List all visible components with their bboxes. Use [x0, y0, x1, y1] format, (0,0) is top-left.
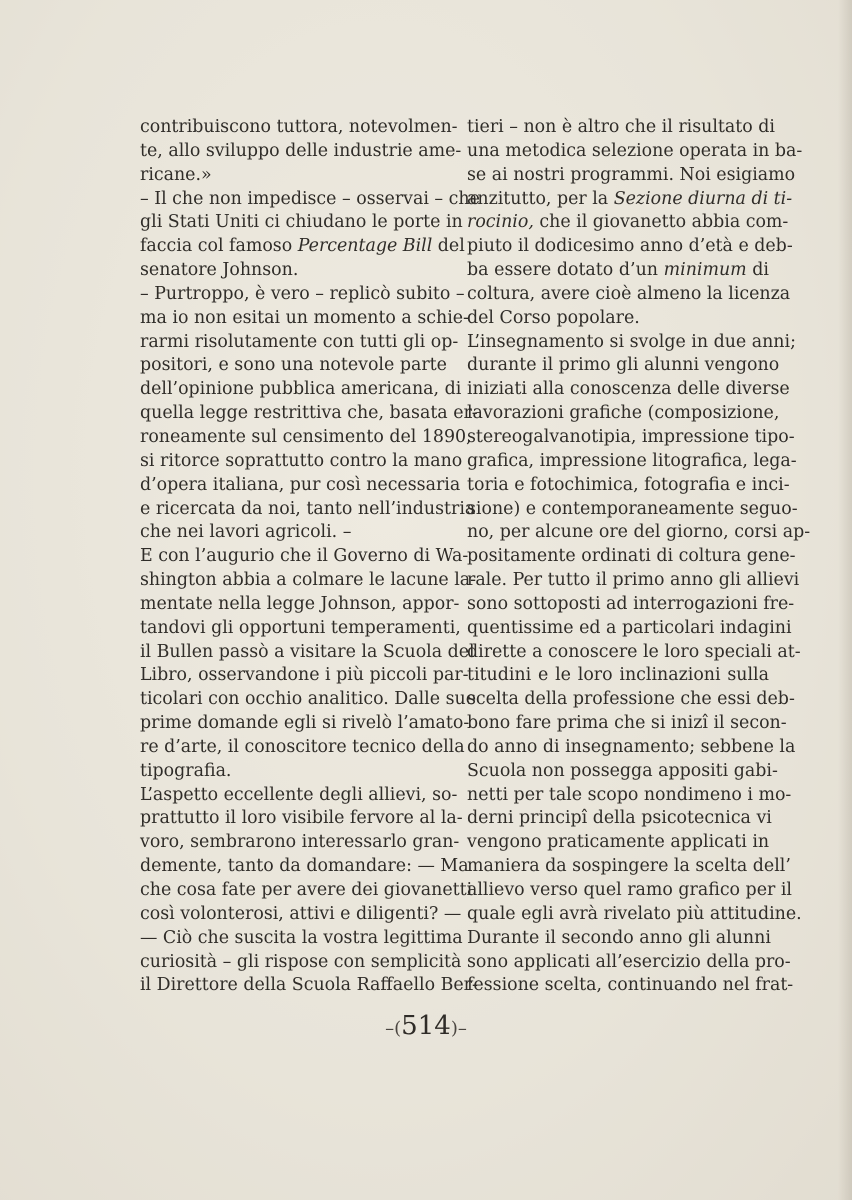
text-segment: faccia col famoso [140, 236, 298, 257]
text-line-content: curiosità – gli rispose con semplicità [140, 951, 462, 972]
text-line [140, 474, 461, 498]
text-line [140, 283, 465, 307]
text-line-content: gli Stati Uniti ci chiudano le porte in [140, 212, 463, 233]
text-line-content: si ritorce soprattutto contro la mano [140, 450, 463, 471]
text-line-content [467, 259, 769, 283]
text-line-content: mentate nella legge Johnson, appor- [140, 593, 460, 614]
text-line-content: il Bullen passò a visitare la Scuola del [140, 641, 475, 662]
text-line [140, 807, 463, 831]
text-line-content: rarmi risolutamente con tutti gli op- [140, 331, 459, 352]
text-line [140, 784, 458, 808]
text-line [140, 569, 477, 593]
text-line-content: lavorazioni grafiche (composizione, [467, 403, 780, 424]
text-line [467, 617, 792, 641]
text-line-content: do anno di insegnamento; sebbene la [467, 736, 796, 757]
right-text-column [467, 116, 811, 998]
text-line-content: netti per tale scopo nondimeno i mo- [467, 784, 792, 805]
folio-right-ornament: )– [450, 1018, 467, 1039]
text-line-content: durante il primo gli alunni vengono [467, 355, 780, 376]
text-line [467, 235, 793, 259]
text-line [140, 116, 458, 140]
text-line-content: roneamente sul censimento del 1890, [140, 426, 472, 447]
text-line-content: positamente ordinati di coltura gene- [467, 546, 796, 567]
text-line [140, 402, 478, 426]
italic-text: rocinio, [467, 212, 534, 233]
text-line-content: — Ciò che suscita la vostra legittima [140, 927, 463, 948]
text-line-content: te, allo sviluppo delle industrie ame- [140, 140, 462, 161]
text-line-content: dell’opinione pubblica americana, di [140, 379, 462, 400]
page-number: 514 [401, 1011, 451, 1041]
text-line-content: stereogalvanotipia, impressione tipo- [467, 426, 795, 447]
text-line [467, 140, 803, 164]
text-line [467, 354, 780, 378]
text-line-content: no, per alcune ore del giorno, corsi ap- [467, 522, 811, 543]
folio-left-ornament: –( [385, 1018, 402, 1039]
text-line [467, 831, 769, 855]
text-line-content: sione) e contemporaneamente seguo- [467, 498, 798, 519]
text-line [467, 116, 775, 140]
text-line-content: sono applicati all’esercizio della pro- [467, 951, 791, 972]
text-line [467, 879, 792, 903]
text-line-content: coltura, avere cioè almeno la licenza [467, 283, 791, 304]
text-line [140, 450, 463, 474]
text-line-content: L’aspetto eccellente degli allievi, so- [140, 784, 458, 805]
text-line-content [467, 188, 793, 212]
text-line [467, 474, 790, 498]
text-line [140, 855, 469, 879]
text-line [140, 498, 476, 522]
text-line [140, 235, 465, 259]
text-line-content: prime domande egli si rivelò l’amato- [140, 713, 470, 734]
text-line [140, 736, 465, 760]
text-line [140, 211, 463, 235]
text-line-content: piuto il dodicesimo anno d’età e deb- [467, 236, 793, 257]
text-line [140, 831, 460, 855]
text-line-content: positori, e sono una notevole parte [140, 355, 447, 376]
text-line [467, 188, 793, 212]
text-line [467, 807, 772, 831]
text-line [140, 712, 470, 736]
text-line-content: rale. Per tutto il primo anno gli allievi [467, 570, 800, 591]
text-line [140, 927, 463, 951]
text-line [140, 307, 469, 331]
text-line-content: Scuola non possegga appositi gabi- [467, 760, 778, 781]
text-line [140, 664, 469, 688]
text-line-content: sono sottoposti ad interrogazioni fre- [467, 593, 795, 614]
text-line-content: – Purtroppo, è vero – replicò subito – [140, 283, 465, 304]
text-line [140, 378, 462, 402]
text-line [467, 521, 811, 545]
text-line [467, 307, 769, 331]
text-line [467, 498, 798, 522]
text-line-content: Durante il secondo anno gli alunni [467, 927, 771, 948]
text-line [140, 879, 473, 903]
text-line-content: che cosa fate per avere dei giovanetti [140, 880, 473, 900]
text-line-content: Libro, osservandone i più piccoli par- [140, 665, 469, 686]
text-line [140, 951, 462, 975]
text-line-content: maniera da sospingere la scelta dell’ [467, 856, 791, 877]
text-line [467, 688, 795, 712]
text-line-content: ticolari con occhio analitico. Dalle sue [140, 689, 476, 710]
text-line-content: del Corso popolare. [467, 307, 640, 328]
text-line-content: demente, tanto da domandare: — Ma [140, 856, 469, 877]
page-number-folio [0, 1011, 852, 1041]
text-line-content: L’insegnamento si svolge in due anni; [467, 331, 796, 352]
text-line-content: d’opera italiana, pur così necessaria [140, 474, 461, 495]
text-line [467, 402, 780, 426]
text-line [140, 617, 461, 641]
text-line [467, 450, 797, 474]
text-line-content: ma io non esitai un momento a schie- [140, 307, 469, 328]
text-line-content: bono fare prima che si inizî il secon- [467, 713, 787, 734]
italic-text: Percentage Bill [297, 236, 433, 257]
text-line [140, 903, 462, 927]
text-line-content: voro, sembrarono interessarlo gran- [140, 832, 460, 853]
text-line-content [140, 235, 465, 259]
text-line [467, 331, 796, 355]
text-line [140, 331, 459, 355]
text-line [140, 521, 442, 545]
text-line-content: tieri – non è altro che il risultato di [467, 117, 775, 137]
text-line [467, 283, 791, 307]
text-line-content: dirette a conoscere le loro speciali at- [467, 641, 801, 662]
text-line-content: una metodica selezione operata in ba- [467, 140, 803, 161]
text-line-content: il Direttore della Scuola Raffaello Ber- [140, 975, 478, 996]
text-line [140, 974, 478, 998]
text-line [467, 164, 796, 188]
text-line-content: – Il che non impedisce – osservai – che [140, 188, 480, 209]
text-line [467, 736, 796, 760]
text-line-content: senatore Johnson. [140, 260, 299, 281]
text-line [467, 927, 769, 951]
text-line-content: re d’arte, il conoscitore tecnico della [140, 736, 465, 757]
text-line-content: scelta della professione che essi deb- [467, 689, 795, 710]
text-line [140, 259, 442, 283]
text-line [140, 641, 475, 665]
text-line-content: tipografia. [140, 760, 232, 781]
text-line-content: vengono praticamente applicati in [467, 832, 770, 853]
text-segment: di [746, 260, 769, 281]
italic-text: minimum [663, 260, 747, 281]
text-line [467, 259, 769, 283]
text-line [467, 426, 795, 450]
text-line [467, 760, 778, 784]
text-line-content: così volonterosi, attivi e diligenti? — [140, 903, 462, 924]
text-line [140, 760, 442, 784]
text-line [467, 569, 800, 593]
text-line-content: allievo verso quel ramo grafico per il [467, 880, 792, 900]
text-segment: che il giovanetto abbia com- [533, 212, 789, 233]
text-line-content: shington abbia a colmare le lacune la- [140, 570, 477, 591]
text-line-content: e ricercata da noi, tanto nell’industria [140, 498, 476, 519]
text-line [467, 855, 791, 879]
text-line [140, 354, 447, 378]
text-line [467, 211, 789, 235]
text-line-content [467, 211, 789, 235]
text-segment: ba essere dotato d’un [467, 260, 664, 281]
text-line [140, 140, 462, 164]
text-line-content: contribuiscono tuttora, notevolmen- [140, 117, 458, 137]
text-segment: del [432, 236, 465, 257]
text-line-content: iniziati alla conoscenza delle diverse [467, 379, 790, 400]
text-line-content: tandovi gli opportuni temperamenti, [140, 617, 461, 638]
text-line-content: quale egli avrà rivelato più attitudine. [467, 903, 802, 924]
text-line [467, 545, 796, 569]
text-line [140, 688, 476, 712]
text-line [467, 378, 790, 402]
text-line [467, 712, 787, 736]
text-line-content: grafica, impressione litografica, lega- [467, 450, 797, 471]
text-line [140, 188, 480, 212]
text-line-content: toria e fotochimica, fotografia e inci- [467, 474, 790, 495]
text-line-content: fessione scelta, continuando nel frat- [467, 975, 794, 996]
text-line [467, 641, 801, 665]
text-line-content: che nei lavori agricoli. – [140, 522, 352, 543]
text-line-content: quella legge restrittiva che, basata er- [140, 403, 478, 424]
text-line [467, 974, 794, 998]
text-line [140, 593, 460, 617]
text-line [467, 903, 802, 927]
left-text-column [140, 116, 480, 998]
text-line [467, 951, 791, 975]
text-line [140, 426, 472, 450]
text-line-content: titudini e le loro inclinazioni sulla [467, 665, 769, 686]
italic-text: Sezione diurna di ti- [613, 188, 793, 209]
text-line-content: quentissime ed a particolari indagini [467, 617, 792, 638]
text-segment: anzitutto, per la [467, 188, 614, 209]
text-line [467, 664, 769, 688]
text-line-content: derni principî della psicotecnica vi [467, 808, 772, 829]
text-line-content: prattutto il loro visibile fervore al la- [140, 808, 463, 829]
text-line [467, 784, 792, 808]
text-line-content: se ai nostri programmi. Noi esigiamo [467, 164, 796, 185]
text-line-content: ricane.» [140, 164, 212, 185]
text-line [467, 593, 795, 617]
text-line [140, 164, 442, 188]
text-line [140, 545, 469, 569]
text-line-content: E con l’augurio che il Governo di Wa- [140, 546, 469, 567]
